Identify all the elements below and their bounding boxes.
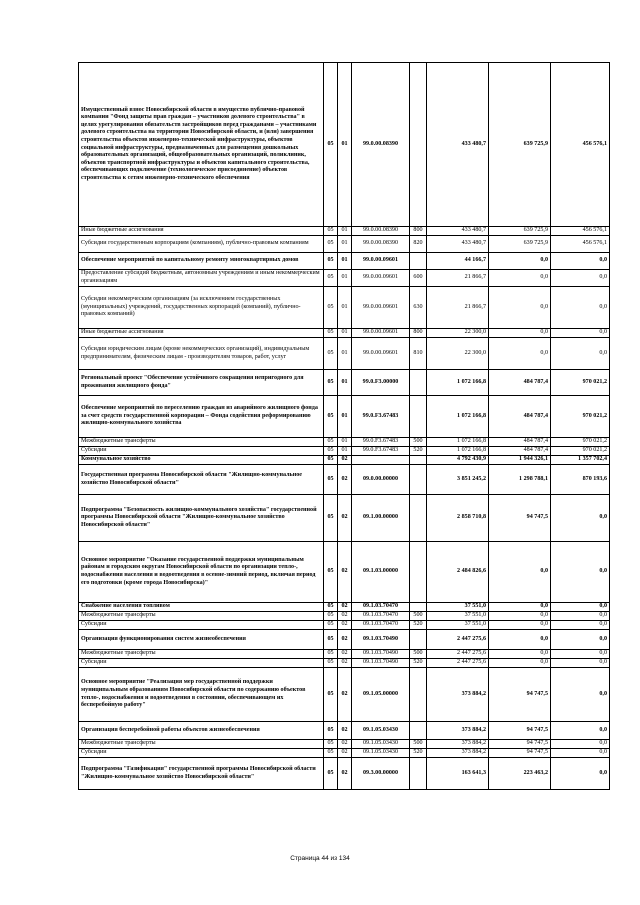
cell-amount-year-3: 456 576,1 [551,236,610,253]
cell-amount-year-1: 373 884,2 [427,749,489,758]
cell-amount-year-1: 37 551,0 [427,612,489,621]
cell-expense-type: 630 [410,287,427,329]
table-row [79,396,610,438]
cell-expense-type: 810 [410,338,427,370]
cell-section: 05 [324,758,338,790]
cell-amount-year-3: 0,0 [551,740,610,749]
cell-name: Субсидии [79,659,324,668]
cell-subsection: 02 [338,722,352,740]
cell-expense-type: 520 [410,621,427,630]
cell-target-article: 09.1.03.00000 [352,542,410,603]
cell-section: 05 [324,227,338,236]
cell-amount-year-1: 1 072 166,8 [427,438,489,447]
cell-section: 05 [324,612,338,621]
cell-amount-year-2: 94 747,5 [489,749,551,758]
cell-expense-type: 600 [410,270,427,287]
table-row [79,456,610,465]
cell-amount-year-3: 0,0 [551,603,610,612]
cell-subsection: 01 [338,447,352,456]
cell-subsection: 01 [338,270,352,287]
cell-expense-type [410,465,427,495]
cell-name: Межбюджетные трансферты [79,612,324,621]
cell-name: Организация функционирования систем жизнеобеспечения [79,630,324,650]
cell-amount-year-2: 0,0 [489,650,551,659]
cell-amount-year-3: 970 021,2 [551,396,610,438]
cell-name: Субсидии [79,749,324,758]
cell-subsection: 02 [338,465,352,495]
cell-amount-year-3: 456 576,1 [551,227,610,236]
table-row [79,758,610,790]
cell-subsection: 02 [338,740,352,749]
table-row [79,287,610,329]
cell-expense-type: 500 [410,650,427,659]
cell-amount-year-3: 0,0 [551,270,610,287]
cell-amount-year-2: 0,0 [489,630,551,650]
cell-section: 05 [324,338,338,370]
cell-amount-year-1: 22 300,0 [427,338,489,370]
table-row [79,447,610,456]
cell-target-article: 99.0.F3.67483 [352,447,410,456]
cell-amount-year-2: 0,0 [489,659,551,668]
cell-name: Обеспечение мероприятий по переселению граждан из аварийного жилищного фонда за счет средств государственной корпорации – Фонда содействия реформированию жилищно-коммунального хозяйства [79,396,324,438]
cell-target-article [352,456,410,465]
cell-target-article: 09.1.00.00000 [352,495,410,542]
table-row [79,338,610,370]
cell-amount-year-3: 870 193,6 [551,465,610,495]
cell-target-article: 09.1.05.03430 [352,722,410,740]
table-row [79,630,610,650]
cell-section: 05 [324,621,338,630]
cell-section: 05 [324,236,338,253]
table-row [79,253,610,270]
cell-section: 05 [324,63,338,227]
cell-amount-year-2: 484 787,4 [489,370,551,396]
cell-target-article: 99.0.00.09601 [352,253,410,270]
cell-amount-year-3: 0,0 [551,287,610,329]
cell-name: Государственная программа Новосибирской области "Жилищно-коммунальное хозяйство Новосибирской области" [79,465,324,495]
cell-name: Предоставление субсидий бюджетным, автономным учреждениям и иным некоммерческим организациям [79,270,324,287]
cell-amount-year-2: 94 747,5 [489,495,551,542]
cell-name: Субсидии юридическим лицам (кроме некоммерческих организаций), индивидуальным предпринимателям, физическим лицам - производителям товаров, работ, услуг [79,338,324,370]
cell-amount-year-3: 0,0 [551,749,610,758]
cell-subsection: 02 [338,495,352,542]
cell-amount-year-2: 484 787,4 [489,438,551,447]
table-row [79,659,610,668]
table-row [79,236,610,253]
cell-target-article: 09.1.03.70470 [352,603,410,612]
cell-amount-year-1: 22 300,0 [427,329,489,338]
table-row [79,270,610,287]
cell-target-article: 09.1.03.70470 [352,612,410,621]
cell-subsection: 01 [338,438,352,447]
cell-name: Иные бюджетные ассигнования [79,227,324,236]
cell-subsection: 02 [338,749,352,758]
cell-subsection: 02 [338,621,352,630]
cell-name: Субсидии [79,621,324,630]
cell-name: Обеспечение мероприятий по капитальному ремонту многоквартирных домов [79,253,324,270]
cell-amount-year-3: 0,0 [551,668,610,722]
cell-target-article: 99.0.00.09601 [352,287,410,329]
cell-subsection: 01 [338,236,352,253]
cell-amount-year-1: 21 866,7 [427,270,489,287]
cell-amount-year-3: 0,0 [551,758,610,790]
cell-expense-type: 500 [410,438,427,447]
table-row [79,329,610,338]
cell-amount-year-1: 21 866,7 [427,287,489,329]
cell-target-article: 99.0.00.09601 [352,270,410,287]
cell-expense-type [410,63,427,227]
cell-subsection: 01 [338,370,352,396]
cell-amount-year-1: 2 858 710,8 [427,495,489,542]
cell-target-article: 99.0.00.09601 [352,338,410,370]
cell-amount-year-3: 0,0 [551,722,610,740]
cell-amount-year-3: 970 021,2 [551,447,610,456]
cell-section: 05 [324,270,338,287]
cell-amount-year-2: 0,0 [489,542,551,603]
cell-amount-year-1: 37 551,0 [427,603,489,612]
cell-subsection: 02 [338,542,352,603]
cell-subsection: 01 [338,287,352,329]
cell-amount-year-1: 2 447 275,6 [427,650,489,659]
cell-amount-year-1: 163 641,3 [427,758,489,790]
cell-section: 05 [324,447,338,456]
cell-name: Подпрограмма "Безопасность жилищно-коммунального хозяйства" государственной программы Новосибирской области "Жилищно-коммунальное хозяйство Новосибирской области" [79,495,324,542]
cell-amount-year-1: 433 480,7 [427,236,489,253]
cell-expense-type: 520 [410,447,427,456]
cell-amount-year-2: 639 725,9 [489,227,551,236]
cell-amount-year-2: 0,0 [489,287,551,329]
cell-amount-year-2: 484 787,4 [489,396,551,438]
cell-target-article: 99.0.00.08390 [352,63,410,227]
cell-target-article: 09.3.00.00000 [352,758,410,790]
cell-section: 05 [324,456,338,465]
cell-section: 05 [324,329,338,338]
table-row [79,370,610,396]
cell-amount-year-1: 373 884,2 [427,668,489,722]
cell-expense-type: 800 [410,329,427,338]
cell-amount-year-1: 1 072 166,8 [427,396,489,438]
cell-expense-type [410,542,427,603]
cell-amount-year-2: 0,0 [489,253,551,270]
cell-section: 05 [324,465,338,495]
cell-target-article: 09.1.03.70490 [352,650,410,659]
cell-amount-year-1: 433 480,7 [427,227,489,236]
cell-target-article: 99.0.F3.67483 [352,396,410,438]
cell-subsection: 01 [338,329,352,338]
cell-amount-year-2: 1 298 788,1 [489,465,551,495]
cell-section: 05 [324,650,338,659]
cell-amount-year-3: 0,0 [551,612,610,621]
cell-subsection: 01 [338,338,352,370]
table-row [79,612,610,621]
cell-name: Снабжение населения топливом [79,603,324,612]
cell-name: Имущественный взнос Новосибирской области в имущество публично-правовой компании "Фонд защиты прав граждан – участников долевого строительства" в целях урегулирования обязательств застройщиков перед гражданами – участниками долевого строительства на территории Новосибирской области, и (или) завершения строительства объектов инженерно-технической инфраструктуры, объектов социальной инфраструктуры, предназначенных для размещения дошкольных образовательных организаций, общеобразовательных организаций, поликлиник, объектов транспортной инфраструктуры и объектов капитального строительства, обеспечивающих подключение (технологическое присоединение) объектов строительства к сетям инженерно-технического обеспечения [79,63,324,227]
cell-expense-type [410,370,427,396]
cell-amount-year-1: 2 484 826,6 [427,542,489,603]
cell-amount-year-1: 1 072 166,8 [427,447,489,456]
cell-amount-year-1: 2 447 275,6 [427,630,489,650]
cell-name: Межбюджетные трансферты [79,650,324,659]
cell-amount-year-3: 0,0 [551,542,610,603]
cell-amount-year-3: 0,0 [551,630,610,650]
cell-name: Межбюджетные трансферты [79,438,324,447]
cell-amount-year-1: 1 072 166,8 [427,370,489,396]
cell-expense-type [410,722,427,740]
table-row [79,650,610,659]
table-row [79,740,610,749]
cell-target-article: 99.0.F3.00000 [352,370,410,396]
cell-name: Субсидии некоммерческим организациям (за исключением государственных (муниципальных) учреждений, государственных корпораций (компаний), публично-правовых компаний) [79,287,324,329]
cell-amount-year-1: 44 166,7 [427,253,489,270]
cell-section: 05 [324,287,338,329]
cell-section: 05 [324,603,338,612]
cell-amount-year-1: 37 551,0 [427,621,489,630]
cell-section: 05 [324,370,338,396]
cell-amount-year-3: 970 021,2 [551,438,610,447]
cell-name: Организация бесперебойной работы объектов жизнеобеспечения [79,722,324,740]
cell-section: 05 [324,722,338,740]
cell-amount-year-3: 0,0 [551,621,610,630]
cell-target-article: 09.1.05.03430 [352,740,410,749]
cell-section: 05 [324,749,338,758]
table-row [79,722,610,740]
cell-expense-type: 500 [410,612,427,621]
cell-subsection: 02 [338,456,352,465]
table-row [79,668,610,722]
cell-section: 05 [324,542,338,603]
cell-name: Межбюджетные трансферты [79,740,324,749]
cell-expense-type [410,396,427,438]
cell-target-article: 09.1.03.70490 [352,630,410,650]
cell-section: 05 [324,253,338,270]
cell-name: Коммунальное хозяйство [79,456,324,465]
cell-amount-year-2: 0,0 [489,603,551,612]
cell-amount-year-1: 4 792 430,9 [427,456,489,465]
cell-section: 05 [324,668,338,722]
cell-name: Основное мероприятие "Реализация мер государственной поддержки муниципальным образованиям Новосибирской области по содержанию объектов тепло-, водоснабжения и водоотведения в состоянии, обеспечивающем их бесперебойную работу" [79,668,324,722]
cell-amount-year-2: 0,0 [489,329,551,338]
cell-subsection: 02 [338,630,352,650]
table-body [79,63,610,790]
cell-expense-type: 800 [410,227,427,236]
cell-name: Основное мероприятие "Оказание государственной поддержки муниципальным районам и городским округам Новосибирской области по организации тепло-, водоснабжения населения и водоотведения в осенне-зимний период, включая период его подготовки (кроме города Новосибирска)" [79,542,324,603]
cell-section: 05 [324,659,338,668]
cell-name: Иные бюджетные ассигнования [79,329,324,338]
cell-subsection: 02 [338,612,352,621]
cell-amount-year-2: 223 463,2 [489,758,551,790]
cell-expense-type [410,456,427,465]
cell-subsection: 02 [338,758,352,790]
cell-amount-year-2: 94 747,5 [489,740,551,749]
table-row [79,63,610,227]
cell-target-article: 09.1.05.00000 [352,668,410,722]
cell-amount-year-2: 484 787,4 [489,447,551,456]
cell-subsection: 02 [338,650,352,659]
budget-table [78,62,610,790]
table-row [79,749,610,758]
cell-amount-year-3: 456 576,1 [551,63,610,227]
table-row [79,465,610,495]
table-row [79,227,610,236]
cell-amount-year-3: 0,0 [551,253,610,270]
cell-subsection: 01 [338,227,352,236]
cell-amount-year-2: 1 944 326,1 [489,456,551,465]
cell-amount-year-1: 373 884,2 [427,740,489,749]
cell-section: 05 [324,495,338,542]
cell-target-article: 99.0.00.09601 [352,329,410,338]
cell-target-article: 99.0.00.08390 [352,236,410,253]
cell-amount-year-1: 3 851 245,2 [427,465,489,495]
cell-expense-type: 820 [410,236,427,253]
cell-section: 05 [324,396,338,438]
cell-subsection: 02 [338,659,352,668]
cell-expense-type [410,630,427,650]
table-row [79,621,610,630]
table-row [79,603,610,612]
cell-amount-year-3: 970 021,2 [551,370,610,396]
cell-expense-type: 500 [410,740,427,749]
cell-amount-year-2: 639 725,9 [489,63,551,227]
cell-amount-year-2: 94 747,5 [489,668,551,722]
table-row [79,438,610,447]
cell-amount-year-2: 0,0 [489,621,551,630]
cell-subsection: 01 [338,253,352,270]
cell-amount-year-2: 0,0 [489,270,551,287]
cell-amount-year-1: 2 447 275,6 [427,659,489,668]
cell-expense-type: 520 [410,659,427,668]
cell-target-article: 09.1.03.70490 [352,659,410,668]
cell-section: 05 [324,630,338,650]
cell-expense-type [410,668,427,722]
cell-amount-year-3: 1 357 702,4 [551,456,610,465]
table-row [79,542,610,603]
cell-target-article: 99.0.F3.67483 [352,438,410,447]
cell-amount-year-3: 0,0 [551,650,610,659]
cell-expense-type [410,603,427,612]
cell-target-article: 09.1.05.03430 [352,749,410,758]
cell-amount-year-2: 0,0 [489,612,551,621]
cell-section: 05 [324,740,338,749]
cell-amount-year-3: 0,0 [551,329,610,338]
cell-expense-type [410,253,427,270]
cell-amount-year-3: 0,0 [551,495,610,542]
cell-target-article: 09.1.03.70470 [352,621,410,630]
cell-target-article: 99.0.00.08390 [352,227,410,236]
cell-name: Субсидии [79,447,324,456]
cell-subsection: 02 [338,668,352,722]
cell-subsection: 01 [338,63,352,227]
cell-section: 05 [324,438,338,447]
cell-subsection: 02 [338,603,352,612]
cell-expense-type [410,758,427,790]
cell-amount-year-2: 639 725,9 [489,236,551,253]
cell-name: Подпрограмма "Газификация" государственной программы Новосибирской области "Жилищно-коммунальное хозяйство Новосибирской области" [79,758,324,790]
cell-name: Региональный проект "Обеспечение устойчивого сокращения непригодного для проживания жилищного фонда" [79,370,324,396]
page-number: Страница 44 из 134 [290,855,350,862]
cell-expense-type: 520 [410,749,427,758]
cell-amount-year-3: 0,0 [551,659,610,668]
cell-amount-year-2: 94 747,5 [489,722,551,740]
table-row [79,495,610,542]
cell-amount-year-1: 433 480,7 [427,63,489,227]
cell-name: Субсидии государственным корпорациям (компаниям), публично-правовым компаниям [79,236,324,253]
cell-amount-year-1: 373 884,2 [427,722,489,740]
cell-subsection: 01 [338,396,352,438]
cell-amount-year-3: 0,0 [551,338,610,370]
cell-amount-year-2: 0,0 [489,338,551,370]
cell-target-article: 09.0.00.00000 [352,465,410,495]
cell-expense-type [410,495,427,542]
